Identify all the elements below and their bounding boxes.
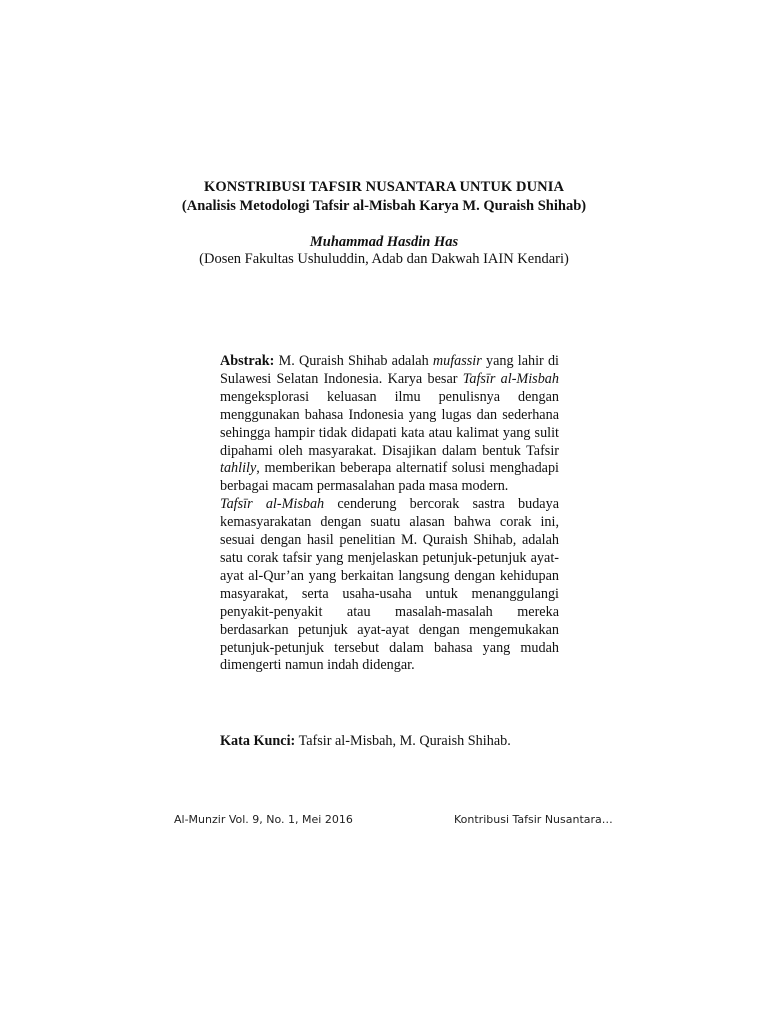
footer-running-title: Kontribusi Tafsir Nusantara… [454,813,613,826]
abstract-text: yang lahir di Sulawesi Selatan Indonesia. Karya besar [220,353,559,387]
keywords [220,732,580,750]
abstract [220,353,559,675]
abstract-paragraph-1 [220,353,559,496]
footer-journal-info: Al-Munzir Vol. 9, No. 1, Mei 2016 [174,813,353,826]
abstract-paragraph-2 [220,496,559,675]
abstract-text: cenderung bercorak sastra budaya kemasyarakatan dengan suatu alasan bahwa corak ini, sesuai dengan hasil penelitian M. Quraish Shihab, adalah satu corak tafsir yang menjelaskan petunjuk-petunjuk ayat-ayat al-Qur’an yang berkaitan langsung dengan kehidupan masyarakat, serta usaha-usaha untuk menanggulangi penyakit-penyakit atau masalah-masalah mereka berdasarkan petunjuk ayat-ayat dengan mengemukakan petunjuk-petunjuk tersebut dalam bahasa yang mudah dimengerti namun indah didengar. [220,496,559,674]
abstract-italic-term: Tafsīr al-Misbah [462,370,559,387]
abstract-label: Abstrak: [220,353,275,369]
abstract-italic-term: tahlily [220,460,257,477]
author-name: Muhammad Hasdin Has [309,234,459,250]
keywords-label: Kata Kunci: [220,733,296,749]
paper-subtitle: (Analisis Metodologi Tafsir al-Misbah Karya M. Quraish Shihab) [181,198,587,214]
abstract-text: , memberikan beberapa alternatif solusi menghadapi berbagai macam permasalahan pada masa modern. [220,460,559,495]
abstract-italic-term: Tafsīr al-Misbah [220,496,325,513]
paper-title: KONSTRIBUSI TAFSIR NUSANTARA UNTUK DUNIA [203,179,565,195]
abstract-italic-term: mufassir [432,353,482,369]
keywords-text: Tafsir al-Misbah, M. Quraish Shihab. [295,733,511,749]
abstract-text: mengeksplorasi keluasan ilmu penulisnya dengan menggunakan bahasa Indonesia yang lugas dan sederhana sehingga hampir tidak didapati kata atau kalimat yang sulit dipahami oleh masyarakat. Disajikan dalam bentuk Tafsir [220,388,559,459]
author-affiliation: (Dosen Fakultas Ushuluddin, Adab dan Dakwah IAIN Kendari) [199,251,569,267]
abstract-text: M. Quraish Shihab adalah [274,353,433,369]
